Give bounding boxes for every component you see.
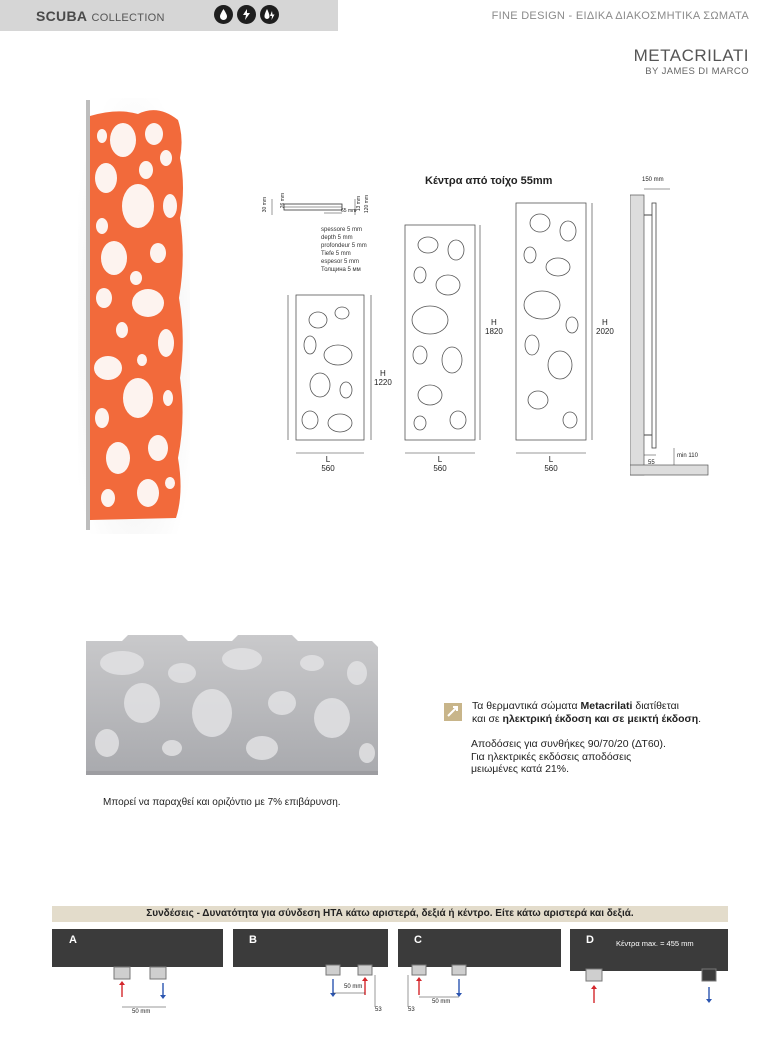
- panel-label: B: [249, 934, 257, 946]
- panel-c-dim: 50 mm: [432, 999, 451, 1005]
- height-value: 1220: [374, 378, 392, 387]
- panel-label: D: [586, 934, 594, 946]
- connection-panel-a: [52, 929, 223, 967]
- info-text: διατίθεται: [632, 700, 680, 712]
- side-floor-distance: min 110: [677, 453, 698, 459]
- model-3-height: [596, 318, 614, 336]
- panel-b-dim: 53: [375, 1007, 382, 1013]
- section-dim-b: 26 mm: [280, 193, 286, 209]
- width-value: 560: [544, 464, 558, 473]
- connection-panel-c: [398, 929, 561, 967]
- connection-valves-a: [100, 965, 200, 1015]
- height-symbol: H: [380, 369, 386, 378]
- info-product: Metacrilati: [580, 700, 633, 712]
- horizontal-caption: Μπορεί να παραχθεί και οριζόντιο με 7% επιβάρυνση.: [103, 797, 341, 808]
- height-symbol: H: [491, 318, 497, 327]
- model-1-width: [321, 455, 335, 473]
- performance-note: [471, 738, 666, 776]
- water-heating-icon: [214, 5, 233, 24]
- thickness-line: profondeur 5 mm: [321, 243, 367, 249]
- section-dim-e: 120 mm: [364, 195, 370, 214]
- section-dim-a: 30 mm: [262, 197, 268, 213]
- performance-line: μειωμένες κατά 21%.: [471, 763, 570, 775]
- section-dim-c: 65 mm: [341, 208, 357, 214]
- product-photo: [78, 98, 190, 534]
- height-value: 2020: [596, 327, 614, 336]
- width-value: 560: [433, 464, 447, 473]
- info-versions: ηλεκτρική έκδοση και σε μεικτή έκδοση: [502, 713, 699, 725]
- model-1-height: [374, 369, 392, 387]
- width-value: 560: [321, 464, 335, 473]
- thickness-line: Tiefe 5 mm: [321, 251, 351, 257]
- panel-label: C: [414, 934, 422, 946]
- section-dim-d: 13 mm: [356, 196, 362, 212]
- thickness-line: spessore 5 mm: [321, 227, 363, 233]
- drawing-title: Κέντρα από τοίχο 55mm: [425, 175, 553, 187]
- note-icon: [444, 703, 462, 721]
- connection-valves-c: [404, 963, 474, 1013]
- connection-valves-d: [582, 967, 722, 1007]
- panel-c-dim: 53: [408, 1007, 415, 1013]
- info-text: και σε: [472, 713, 503, 725]
- electric-icon: [237, 5, 256, 24]
- model-2-height: [485, 318, 503, 336]
- mixed-icon: [260, 5, 279, 24]
- collection-title: SCUBA COLLECTION: [36, 8, 165, 24]
- panel-label: A: [69, 934, 77, 946]
- side-wall-distance: 55: [648, 460, 655, 466]
- width-symbol: L: [548, 455, 554, 464]
- width-symbol: L: [437, 455, 443, 464]
- side-view-diagram: [630, 185, 710, 490]
- availability-note: [472, 700, 701, 726]
- info-text: Τα θερμαντικά σώματα: [472, 700, 581, 712]
- panel-d-note: Κέντρα max. = 455 mm: [616, 939, 694, 948]
- product-name: METACRILATI: [633, 46, 749, 65]
- model-2-width: [433, 455, 447, 473]
- horizontal-model-photo: [82, 633, 382, 783]
- thickness-line: depth 5 mm: [321, 235, 353, 241]
- height-value: 1820: [485, 327, 503, 336]
- thickness-line: Толщина 5 мм: [321, 267, 361, 273]
- tagline: FINE DESIGN - ΕΙΔΙΚΑ ΔΙΑΚΟΣΜΗΤΙΚΑ ΣΩΜΑΤΑ: [491, 10, 749, 22]
- thickness-line: espesor 5 mm: [321, 259, 360, 265]
- height-symbol: H: [602, 318, 608, 327]
- designer-credit: BY JAMES DI MARCO: [645, 66, 749, 77]
- connections-title: Συνδέσεις - Δυνατότητα για σύνδεση ΗΤΑ κάτω αριστερά, δεξιά ή κέντρο. Είτε κάτω αριστερά και δεξιά.: [146, 908, 634, 919]
- panel-a-dim: 50 mm: [132, 1009, 151, 1015]
- performance-line: Για ηλεκτρικές εκδόσεις αποδόσεις: [471, 750, 632, 763]
- side-depth: 150 mm: [642, 177, 664, 183]
- panel-b-dim: 50 mm: [344, 984, 363, 990]
- width-symbol: L: [325, 455, 331, 464]
- info-text: .: [698, 713, 702, 725]
- performance-line: Αποδόσεις για συνθήκες 90/70/20 (ΔΤ60).: [471, 738, 666, 750]
- model-3-width: [544, 455, 558, 473]
- model-drawings: [280, 195, 620, 465]
